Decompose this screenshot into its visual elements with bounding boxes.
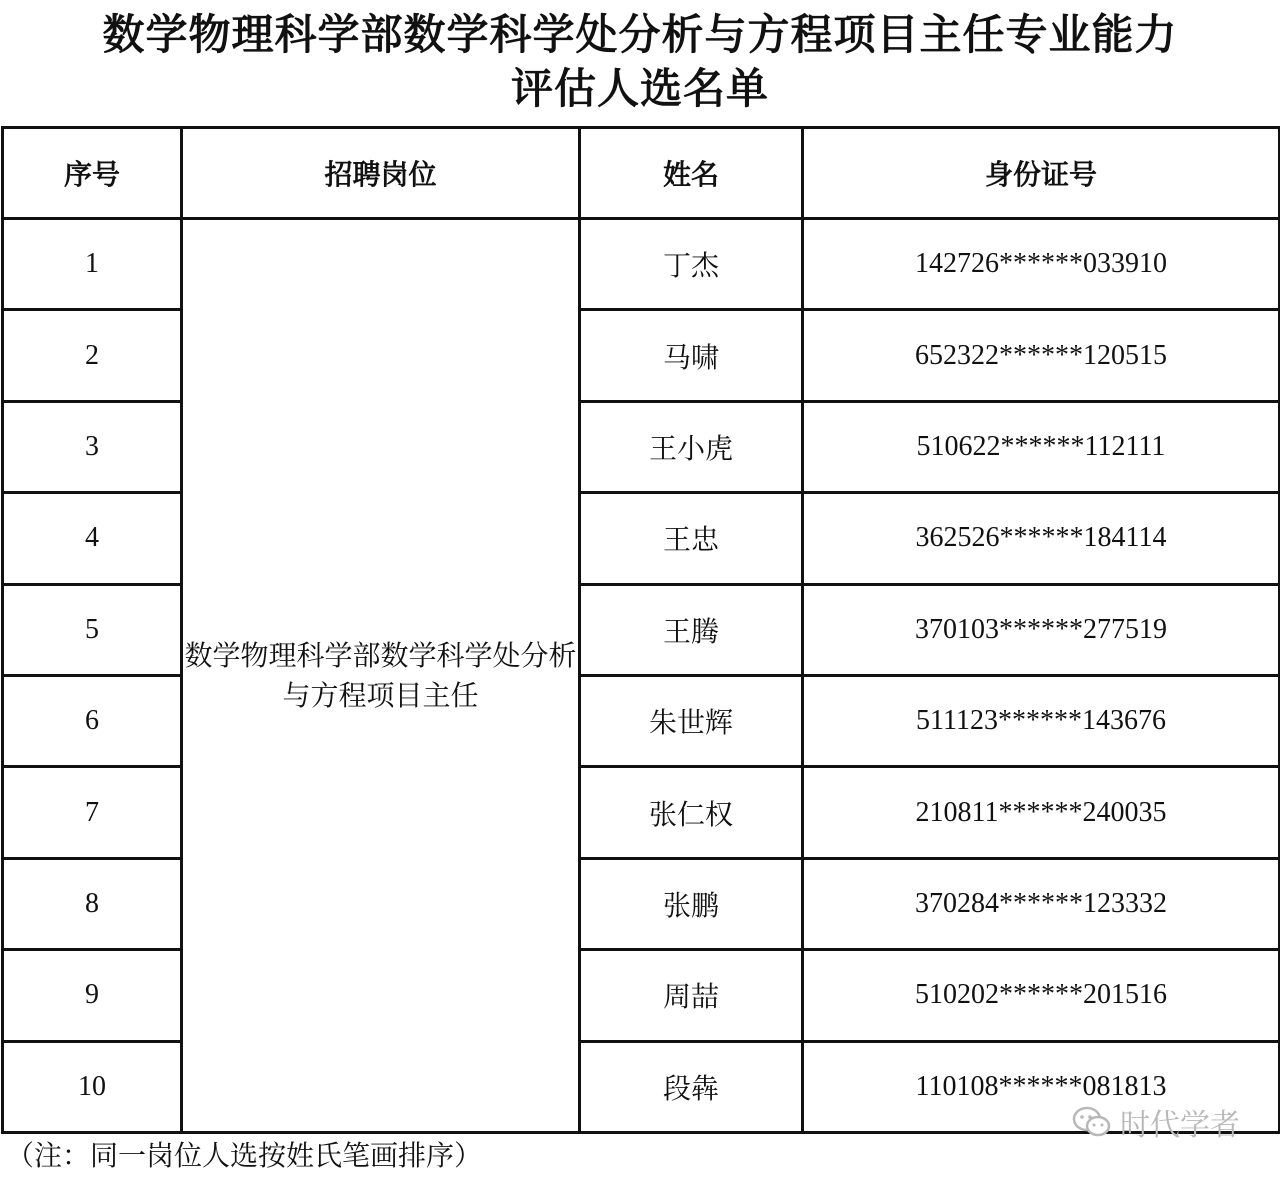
header-seq: 序号 <box>3 128 182 219</box>
header-name: 姓名 <box>580 128 803 219</box>
row-seq: 8 <box>3 858 182 949</box>
position-cell: 数学物理科学部数学科学处分析与方程项目主任 <box>182 219 580 1133</box>
row-seq: 10 <box>3 1041 182 1132</box>
table-row <box>3 219 1280 310</box>
row-id: 652322******120515 <box>803 310 1280 401</box>
row-id: 370103******277519 <box>803 584 1280 675</box>
row-name: 王小虎 <box>580 401 803 492</box>
row-id: 370284******123332 <box>803 858 1280 949</box>
title-line-2: 评估人选名单 <box>510 64 769 113</box>
row-id: 142726******033910 <box>803 219 1280 310</box>
table-header-row <box>3 128 1280 219</box>
row-seq: 9 <box>3 950 182 1041</box>
row-id: 362526******184114 <box>803 493 1280 584</box>
row-seq: 5 <box>3 584 182 675</box>
row-name: 马啸 <box>580 310 803 401</box>
row-id: 511123******143676 <box>803 675 1280 766</box>
row-seq: 4 <box>3 493 182 584</box>
row-seq: 7 <box>3 767 182 858</box>
header-position: 招聘岗位 <box>182 128 580 219</box>
row-name: 周喆 <box>580 950 803 1041</box>
header-id: 身份证号 <box>803 128 1280 219</box>
title-line-1: 数学物理科学部数学科学处分析与方程项目主任专业能力 <box>102 10 1178 59</box>
row-seq: 6 <box>3 675 182 766</box>
document-title <box>0 8 1280 116</box>
row-seq: 3 <box>3 401 182 492</box>
row-name: 王腾 <box>580 584 803 675</box>
row-id: 110108******081813 <box>803 1041 1280 1132</box>
row-id: 510622******112111 <box>803 401 1280 492</box>
row-name: 朱世辉 <box>580 675 803 766</box>
candidate-table <box>1 126 1280 1134</box>
row-seq: 1 <box>3 219 182 310</box>
watermark <box>1072 1100 1240 1144</box>
row-name: 张鹏 <box>580 858 803 949</box>
row-name: 王忠 <box>580 493 803 584</box>
row-name: 丁杰 <box>580 219 803 310</box>
footnote: （注：同一岗位人选按姓氏笔画排序） <box>6 1139 483 1172</box>
row-id: 510202******201516 <box>803 950 1280 1041</box>
row-seq: 2 <box>3 310 182 401</box>
row-name: 段犇 <box>580 1041 803 1132</box>
row-id: 210811******240035 <box>803 767 1280 858</box>
row-name: 张仁权 <box>580 767 803 858</box>
wechat-icon <box>1072 1106 1112 1138</box>
watermark-text: 时代学者 <box>1120 1108 1240 1143</box>
